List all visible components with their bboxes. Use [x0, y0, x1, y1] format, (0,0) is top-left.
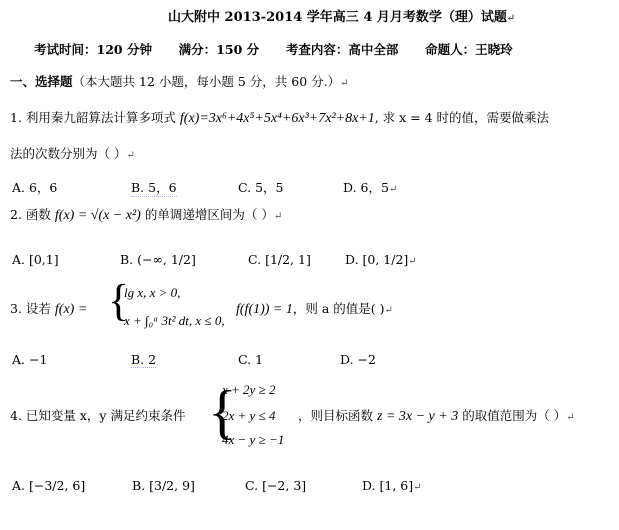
q1-formula: f(x)=3x⁶+4x⁵+5x⁴+6x³+7x²+8x+1 — [179, 111, 375, 126]
q4-constraint-3: 4x − y ≥ −1 — [222, 432, 285, 447]
q2-option-d: D. [0, 1/2]↵ — [345, 252, 417, 267]
q4-constraint-1: x + 2y ≥ 2 — [222, 382, 276, 397]
exam-scope: 考查内容：高中全部 — [285, 42, 399, 57]
question-3-suffix: f(f(1)) = 1，则 a 的值是( )↵ — [236, 301, 393, 317]
q2-formula: f(x) = √(x − x²) — [54, 208, 141, 223]
q2-option-b: B. (−∞, 1/2] — [120, 252, 196, 267]
q3-option-a: A. −1 — [12, 352, 48, 367]
question-3-prefix: 3. 设若 f(x) = — [10, 301, 88, 317]
question-4-suffix: ，则目标函数 z = 3x − y + 3 的取值范围为（ ）↵ — [298, 408, 575, 424]
exam-info — [34, 42, 513, 58]
question-2: 2. 函数 f(x) = √(x − x²) 的单调递增区间为（ ）↵ — [10, 207, 283, 223]
question-4-prefix: 4. 已知变量 x，y 满足约束条件 — [10, 408, 186, 423]
q4-option-d: D. [1, 6]↵ — [362, 478, 422, 493]
q2-option-c: C. [1/2, 1] — [248, 252, 311, 267]
exam-score: 满分：150 分 — [178, 42, 260, 57]
question-1-line2: 法的次数分别为（ ）↵ — [10, 146, 135, 161]
question-1: 1. 利用秦九韶算法计算多项式 f(x)=3x⁶+4x⁵+5x⁴+6x³+7x²+8x+1, 求 x = 4 时的值，需要做乘法 — [10, 110, 550, 126]
exam-author: 命题人：王晓玲 — [425, 42, 513, 57]
section-heading: 一、选择题（本大题共 12 小题，每小题 5 分，共 60 分.）↵ — [10, 74, 349, 89]
q1-option-a: A. 6，6 — [12, 180, 58, 195]
exam-time: 考试时间：120 分钟 — [34, 42, 152, 57]
q3-option-b: B. 2 — [131, 352, 157, 367]
q4-option-b: B. [3/2, 9] — [132, 478, 195, 493]
q1-option-c: C. 5，5 — [238, 180, 284, 195]
q3-option-c: C. 1 — [238, 352, 264, 367]
exam-title: 山大附中 2013-2014 学年高三 4 月月考数学（理）试题↵ — [168, 10, 516, 25]
q4-constraint-2: 2x + y ≤ 4 — [222, 408, 276, 423]
q3-case-2: x + ∫₀ᵃ 3t² dt, x ≤ 0, — [124, 313, 225, 328]
q4-option-a: A. [−3/2, 6] — [12, 478, 86, 493]
q1-option-d: D. 6，5↵ — [343, 180, 398, 195]
q3-case-1: lg x, x > 0, — [124, 285, 181, 300]
q3-option-d: D. −2 — [340, 352, 376, 367]
q4-option-c: C. [−2, 3] — [245, 478, 307, 493]
q2-option-a: A. [0,1] — [12, 252, 59, 267]
q4-brace: { — [208, 379, 237, 445]
q3-brace: { — [108, 276, 130, 325]
q1-option-b: B. 5，6 — [131, 180, 177, 195]
